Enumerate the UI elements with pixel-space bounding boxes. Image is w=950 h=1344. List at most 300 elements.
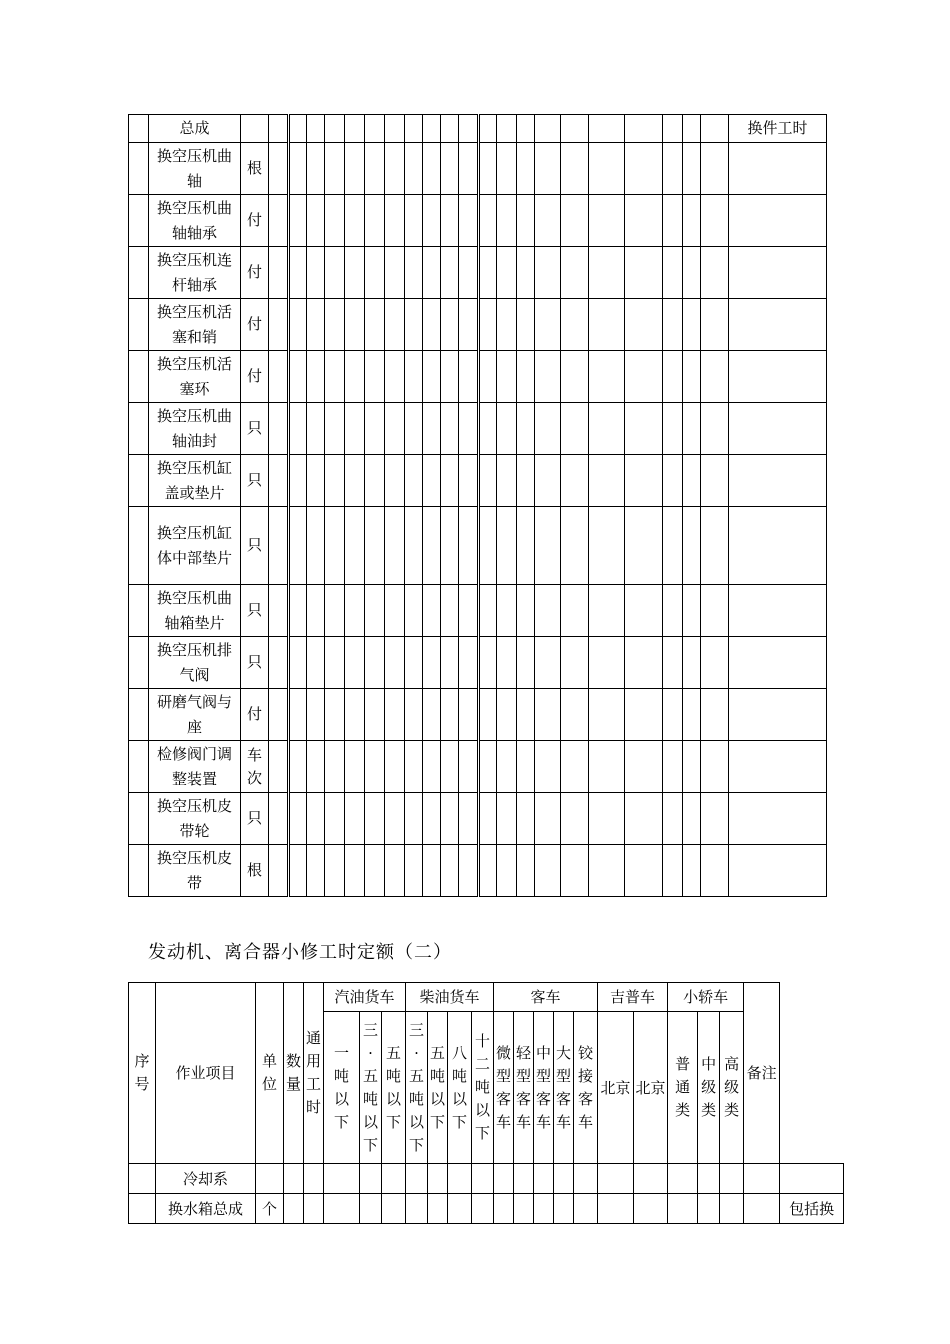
empty-cell xyxy=(663,115,683,143)
empty-cell xyxy=(307,351,325,403)
empty-cell xyxy=(345,299,365,351)
empty-cell xyxy=(729,845,827,897)
empty-cell xyxy=(634,1194,668,1224)
empty-cell xyxy=(479,845,497,897)
empty-cell xyxy=(729,351,827,403)
empty-cell xyxy=(345,351,365,403)
bus-subcol-1: 轻型客车 xyxy=(514,1012,534,1164)
empty-cell xyxy=(307,143,325,195)
general-hours-header: 通用工时 xyxy=(304,983,324,1164)
empty-cell xyxy=(307,195,325,247)
empty-cell xyxy=(535,689,561,741)
empty-cell xyxy=(325,195,345,247)
table-row xyxy=(129,1164,844,1194)
empty-cell xyxy=(325,637,345,689)
empty-cell xyxy=(423,637,441,689)
empty-cell xyxy=(535,351,561,403)
empty-cell xyxy=(744,1164,780,1194)
empty-cell xyxy=(307,637,325,689)
empty-cell xyxy=(307,741,325,793)
empty-cell xyxy=(497,403,517,455)
empty-cell xyxy=(129,689,149,741)
empty-cell xyxy=(479,247,497,299)
empty-cell xyxy=(441,351,459,403)
bus-subcol-2: 中型客车 xyxy=(534,1012,554,1164)
jeep-subcol-0: 北京 xyxy=(598,1012,634,1164)
work-item: 换空压机排气阀 xyxy=(149,637,241,689)
empty-cell xyxy=(497,299,517,351)
empty-cell xyxy=(307,845,325,897)
work-item: 换空压机连杆轴承 xyxy=(149,247,241,299)
empty-cell xyxy=(385,689,405,741)
empty-cell xyxy=(325,507,345,585)
empty-cell xyxy=(289,351,307,403)
empty-cell xyxy=(701,351,729,403)
empty-cell xyxy=(535,585,561,637)
empty-cell xyxy=(589,845,625,897)
empty-cell xyxy=(345,585,365,637)
empty-cell xyxy=(701,115,729,143)
empty-cell xyxy=(589,115,625,143)
empty-cell xyxy=(729,299,827,351)
empty-cell xyxy=(683,299,701,351)
empty-cell xyxy=(561,845,589,897)
empty-cell xyxy=(423,143,441,195)
empty-cell xyxy=(405,351,423,403)
empty-cell xyxy=(625,845,663,897)
table-row xyxy=(129,247,827,299)
empty-cell xyxy=(325,585,345,637)
empty-cell xyxy=(683,741,701,793)
empty-cell xyxy=(479,299,497,351)
empty-cell xyxy=(269,689,289,741)
empty-cell xyxy=(663,637,683,689)
empty-cell xyxy=(729,585,827,637)
empty-cell xyxy=(307,585,325,637)
table-row xyxy=(129,585,827,637)
table-row xyxy=(129,455,827,507)
work-item: 换空压机曲轴轴承 xyxy=(149,195,241,247)
empty-cell xyxy=(423,845,441,897)
empty-cell xyxy=(441,689,459,741)
empty-cell xyxy=(729,793,827,845)
empty-cell xyxy=(589,689,625,741)
empty-cell xyxy=(479,351,497,403)
empty-cell xyxy=(574,1194,598,1224)
empty-cell xyxy=(517,845,535,897)
empty-cell xyxy=(365,247,385,299)
table-row xyxy=(129,195,827,247)
unit-cell: 付 xyxy=(241,299,269,351)
empty-cell xyxy=(683,351,701,403)
empty-cell xyxy=(405,507,423,585)
empty-cell xyxy=(517,637,535,689)
empty-cell xyxy=(589,351,625,403)
empty-cell xyxy=(129,1164,156,1194)
empty-cell xyxy=(385,299,405,351)
empty-cell xyxy=(720,1194,744,1224)
empty-cell xyxy=(441,403,459,455)
empty-cell xyxy=(129,115,149,143)
empty-cell xyxy=(479,195,497,247)
empty-cell xyxy=(459,689,479,741)
empty-cell xyxy=(448,1164,472,1194)
empty-cell xyxy=(497,845,517,897)
empty-cell xyxy=(561,637,589,689)
work-item: 换空压机缸体中部垫片 xyxy=(149,507,241,585)
diesel-subcol-2: 八吨以下 xyxy=(448,1012,472,1164)
empty-cell xyxy=(535,115,561,143)
unit-cell: 只 xyxy=(241,793,269,845)
empty-cell xyxy=(345,143,365,195)
empty-cell xyxy=(441,637,459,689)
empty-cell xyxy=(365,195,385,247)
unit-cell: 付 xyxy=(241,351,269,403)
empty-cell xyxy=(517,299,535,351)
table-row xyxy=(129,741,827,793)
empty-cell xyxy=(345,115,365,143)
work-item: 研磨气阀与座 xyxy=(149,689,241,741)
section-title: 发动机、离合器小修工时定额（二） xyxy=(148,942,452,963)
empty-cell xyxy=(459,195,479,247)
unit-cell: 个 xyxy=(256,1194,284,1224)
empty-cell xyxy=(535,793,561,845)
empty-cell xyxy=(289,741,307,793)
empty-cell xyxy=(497,195,517,247)
empty-cell xyxy=(589,247,625,299)
empty-cell xyxy=(345,195,365,247)
work-item: 换空压机皮带 xyxy=(149,845,241,897)
empty-cell xyxy=(129,247,149,299)
empty-cell xyxy=(129,195,149,247)
empty-cell xyxy=(365,143,385,195)
empty-cell xyxy=(729,455,827,507)
work-item: 冷却系 xyxy=(156,1164,256,1194)
empty-cell xyxy=(535,455,561,507)
empty-cell xyxy=(307,403,325,455)
empty-cell xyxy=(269,351,289,403)
empty-cell xyxy=(365,741,385,793)
work-item: 检修阀门调整装置 xyxy=(149,741,241,793)
empty-cell xyxy=(289,299,307,351)
work-item: 换空压机皮带轮 xyxy=(149,793,241,845)
table-row xyxy=(129,403,827,455)
empty-cell xyxy=(129,143,149,195)
empty-cell xyxy=(385,143,405,195)
empty-cell xyxy=(441,793,459,845)
empty-cell xyxy=(663,247,683,299)
empty-cell xyxy=(423,741,441,793)
empty-cell xyxy=(241,115,269,143)
empty-cell xyxy=(479,741,497,793)
empty-cell xyxy=(625,507,663,585)
table-row xyxy=(129,507,827,585)
empty-cell xyxy=(385,793,405,845)
empty-cell xyxy=(325,793,345,845)
empty-cell xyxy=(517,793,535,845)
work-item: 换空压机曲轴 xyxy=(149,143,241,195)
empty-cell xyxy=(497,143,517,195)
seq-header: 序号 xyxy=(129,983,156,1164)
empty-cell xyxy=(304,1194,324,1224)
empty-cell xyxy=(423,507,441,585)
gasoline-subcol-0: 一吨以下 xyxy=(324,1012,360,1164)
empty-cell xyxy=(307,793,325,845)
empty-cell xyxy=(459,585,479,637)
empty-cell xyxy=(589,455,625,507)
empty-cell xyxy=(561,195,589,247)
empty-cell xyxy=(494,1164,514,1194)
empty-cell xyxy=(683,637,701,689)
empty-cell xyxy=(479,793,497,845)
empty-cell xyxy=(561,689,589,741)
empty-cell xyxy=(428,1164,448,1194)
empty-cell xyxy=(598,1194,634,1224)
empty-cell xyxy=(441,195,459,247)
empty-cell xyxy=(325,403,345,455)
empty-cell xyxy=(406,1194,428,1224)
empty-cell xyxy=(459,637,479,689)
empty-cell xyxy=(663,585,683,637)
empty-cell xyxy=(561,115,589,143)
bus-subcol-3: 大型客车 xyxy=(554,1012,574,1164)
empty-cell xyxy=(345,247,365,299)
empty-cell xyxy=(472,1164,494,1194)
empty-cell xyxy=(423,585,441,637)
empty-cell xyxy=(423,247,441,299)
empty-cell xyxy=(307,299,325,351)
empty-cell xyxy=(683,247,701,299)
empty-cell xyxy=(289,507,307,585)
empty-cell xyxy=(663,351,683,403)
empty-cell xyxy=(683,115,701,143)
table-row xyxy=(129,845,827,897)
empty-cell xyxy=(517,195,535,247)
empty-cell xyxy=(345,741,365,793)
empty-cell xyxy=(494,1194,514,1224)
empty-cell xyxy=(589,637,625,689)
empty-cell xyxy=(479,403,497,455)
empty-cell xyxy=(535,195,561,247)
empty-cell xyxy=(625,741,663,793)
empty-cell xyxy=(561,403,589,455)
unit-cell: 只 xyxy=(241,455,269,507)
empty-cell xyxy=(325,845,345,897)
diesel-subcol-0: 三·五吨以下 xyxy=(406,1012,428,1164)
empty-cell xyxy=(625,637,663,689)
empty-cell xyxy=(634,1164,668,1194)
empty-cell xyxy=(441,247,459,299)
empty-cell xyxy=(663,689,683,741)
empty-cell xyxy=(269,637,289,689)
empty-cell xyxy=(307,455,325,507)
unit-cell: 付 xyxy=(241,247,269,299)
empty-cell xyxy=(406,1164,428,1194)
diesel-subcol-3: 十二吨以下 xyxy=(472,1012,494,1164)
empty-cell xyxy=(385,585,405,637)
empty-cell xyxy=(535,247,561,299)
empty-cell xyxy=(365,793,385,845)
empty-cell xyxy=(129,1194,156,1224)
unit-cell: 只 xyxy=(241,403,269,455)
empty-cell xyxy=(365,637,385,689)
empty-cell xyxy=(289,793,307,845)
empty-cell xyxy=(360,1164,382,1194)
empty-cell xyxy=(554,1194,574,1224)
empty-cell xyxy=(269,299,289,351)
empty-cell xyxy=(345,403,365,455)
table-row xyxy=(129,637,827,689)
empty-cell xyxy=(360,1194,382,1224)
bus-subcol-4: 铰接客车 xyxy=(574,1012,598,1164)
empty-cell xyxy=(365,689,385,741)
empty-cell xyxy=(701,845,729,897)
empty-cell xyxy=(129,351,149,403)
empty-cell xyxy=(325,299,345,351)
empty-cell xyxy=(683,585,701,637)
empty-cell xyxy=(423,455,441,507)
empty-cell xyxy=(289,455,307,507)
empty-cell xyxy=(423,351,441,403)
empty-cell xyxy=(535,299,561,351)
unit-cell: 付 xyxy=(241,195,269,247)
empty-cell xyxy=(129,455,149,507)
empty-cell xyxy=(405,689,423,741)
empty-cell xyxy=(701,299,729,351)
empty-cell xyxy=(459,403,479,455)
empty-cell xyxy=(385,351,405,403)
empty-cell xyxy=(269,195,289,247)
empty-cell xyxy=(598,1164,634,1194)
assembly-label: 总成 xyxy=(149,115,241,143)
empty-cell xyxy=(561,741,589,793)
empty-cell xyxy=(441,507,459,585)
empty-cell xyxy=(534,1194,554,1224)
empty-cell xyxy=(423,115,441,143)
empty-cell xyxy=(517,351,535,403)
workhour-table-part1 xyxy=(128,114,827,897)
work-item: 换空压机曲轴油封 xyxy=(149,403,241,455)
empty-cell xyxy=(365,507,385,585)
empty-cell xyxy=(405,585,423,637)
empty-cell xyxy=(720,1164,744,1194)
empty-cell xyxy=(535,637,561,689)
empty-cell xyxy=(589,793,625,845)
empty-cell xyxy=(561,507,589,585)
empty-cell xyxy=(385,741,405,793)
empty-cell xyxy=(385,845,405,897)
empty-cell xyxy=(441,143,459,195)
empty-cell xyxy=(535,507,561,585)
empty-cell xyxy=(589,585,625,637)
empty-cell xyxy=(325,455,345,507)
empty-cell xyxy=(405,741,423,793)
empty-cell xyxy=(701,507,729,585)
empty-cell xyxy=(289,637,307,689)
empty-cell xyxy=(589,299,625,351)
empty-cell xyxy=(663,143,683,195)
empty-cell xyxy=(129,585,149,637)
empty-cell xyxy=(517,455,535,507)
empty-cell xyxy=(535,741,561,793)
empty-cell xyxy=(698,1164,720,1194)
empty-cell xyxy=(345,455,365,507)
empty-cell xyxy=(625,585,663,637)
empty-cell xyxy=(744,1194,780,1224)
empty-cell xyxy=(589,403,625,455)
empty-cell xyxy=(701,793,729,845)
group-diesel-truck: 柴油货车 xyxy=(406,983,494,1012)
empty-cell xyxy=(269,455,289,507)
empty-cell xyxy=(325,351,345,403)
empty-cell xyxy=(701,637,729,689)
empty-cell xyxy=(561,793,589,845)
empty-cell xyxy=(479,143,497,195)
empty-cell xyxy=(479,689,497,741)
empty-cell xyxy=(405,455,423,507)
empty-cell xyxy=(561,455,589,507)
empty-cell xyxy=(423,299,441,351)
empty-cell xyxy=(365,351,385,403)
empty-cell xyxy=(385,195,405,247)
empty-cell xyxy=(729,247,827,299)
empty-cell xyxy=(497,637,517,689)
empty-cell xyxy=(325,247,345,299)
empty-cell xyxy=(441,845,459,897)
table-row xyxy=(129,299,827,351)
empty-cell xyxy=(269,585,289,637)
empty-cell xyxy=(385,637,405,689)
empty-cell xyxy=(289,689,307,741)
empty-cell xyxy=(514,1194,534,1224)
work-item: 换空压机活塞环 xyxy=(149,351,241,403)
empty-cell xyxy=(365,585,385,637)
empty-cell xyxy=(625,299,663,351)
empty-cell xyxy=(459,351,479,403)
empty-cell xyxy=(269,845,289,897)
unit-cell: 付 xyxy=(241,689,269,741)
empty-cell xyxy=(683,143,701,195)
empty-cell xyxy=(517,247,535,299)
unit-cell: 根 xyxy=(241,845,269,897)
empty-cell xyxy=(423,793,441,845)
empty-cell xyxy=(459,299,479,351)
empty-cell xyxy=(325,689,345,741)
unit-header: 单位 xyxy=(256,983,284,1164)
empty-cell xyxy=(625,793,663,845)
unit-cell: 只 xyxy=(241,507,269,585)
empty-cell xyxy=(683,195,701,247)
empty-cell xyxy=(517,115,535,143)
group-car: 小轿车 xyxy=(668,983,744,1012)
empty-cell xyxy=(289,195,307,247)
empty-cell xyxy=(479,637,497,689)
empty-cell xyxy=(405,403,423,455)
empty-cell xyxy=(517,507,535,585)
empty-cell xyxy=(589,143,625,195)
empty-cell xyxy=(324,1194,360,1224)
empty-cell xyxy=(663,403,683,455)
empty-cell xyxy=(668,1194,698,1224)
empty-cell xyxy=(307,689,325,741)
empty-cell xyxy=(459,793,479,845)
empty-cell xyxy=(382,1164,406,1194)
empty-cell xyxy=(129,507,149,585)
empty-cell xyxy=(365,455,385,507)
diesel-subcol-1: 五吨以下 xyxy=(428,1012,448,1164)
empty-cell xyxy=(561,585,589,637)
note-cell xyxy=(780,1164,844,1194)
